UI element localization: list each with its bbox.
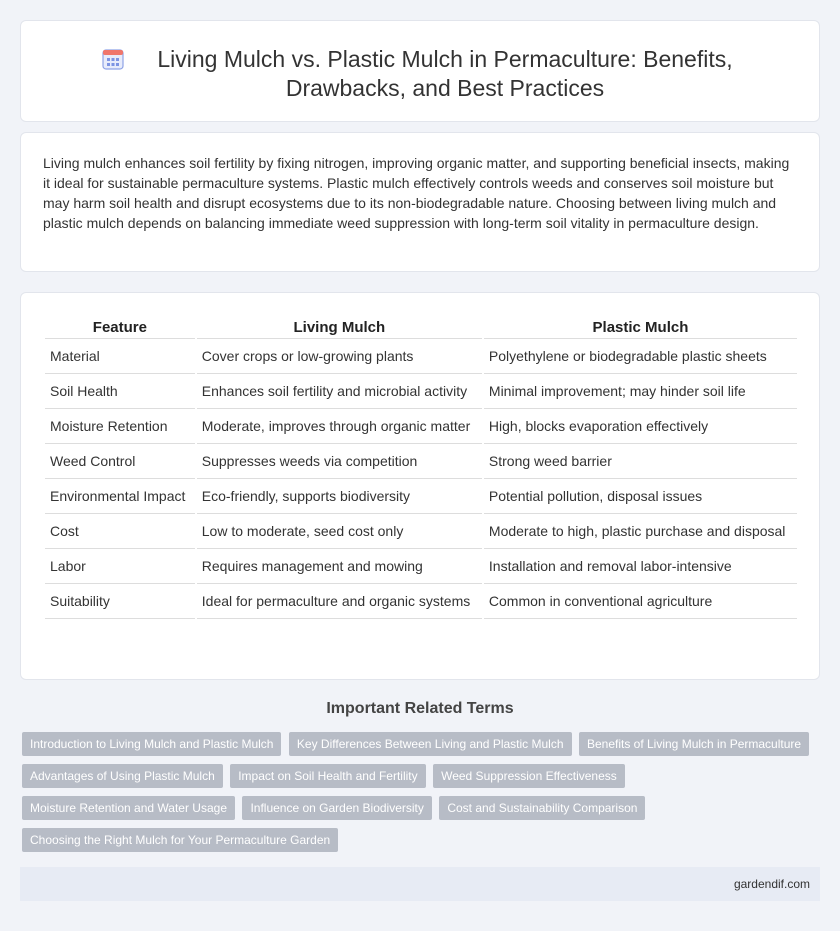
related-term-tag[interactable]: Weed Suppression Effectiveness: [433, 764, 625, 788]
related-term-tag[interactable]: Cost and Sustainability Comparison: [439, 796, 645, 820]
table-cell-feature: Soil Health: [45, 374, 195, 409]
header-card: [20, 20, 820, 122]
table-cell-plastic: High, blocks evaporation effectively: [484, 409, 797, 444]
related-term-tag[interactable]: Benefits of Living Mulch in Permaculture: [579, 732, 809, 756]
table-cell-living: Suppresses weeds via competition: [197, 444, 482, 479]
table-header-feature: Feature: [45, 317, 195, 339]
table-row: [45, 409, 797, 444]
table-row: [45, 549, 797, 584]
related-term-tag[interactable]: Introduction to Living Mulch and Plastic Mulch: [22, 732, 281, 756]
page-title: Living Mulch vs. Plastic Mulch in Permaculture: Benefits, Drawbacks, and Best Practices: [157, 46, 733, 101]
table-row: [45, 514, 797, 549]
table-cell-plastic: Installation and removal labor-intensive: [484, 549, 797, 584]
table-header-living-mulch: Living Mulch: [197, 317, 482, 339]
table-cell-plastic: Potential pollution, disposal issues: [484, 479, 797, 514]
table-cell-plastic: Polyethylene or biodegradable plastic sheets: [484, 339, 797, 374]
summary-text: Living mulch enhances soil fertility by fixing nitrogen, improving organic matter, and supporting beneficial insects, making it ideal for sustainable permaculture systems. Plastic mulch effectively controls weeds and conserves soil moisture but may harm soil health and disrupt ecosystems due to its non-biodegradable nature. Choosing between living mulch and plastic mulch depends on balancing immediate weed suppression with long-term soil vitality in permaculture design.: [43, 155, 790, 231]
table-cell-feature: Labor: [45, 549, 195, 584]
table-row: [45, 374, 797, 409]
footer: [20, 867, 820, 901]
table-cell-living: Moderate, improves through organic matter: [197, 409, 482, 444]
comparison-table: [43, 317, 799, 619]
table-header-row: [45, 317, 797, 339]
table-cell-feature: Suitability: [45, 584, 195, 619]
table-cell-feature: Weed Control: [45, 444, 195, 479]
related-terms-list: [22, 732, 822, 860]
footer-site-name[interactable]: gardendif.com: [733, 877, 810, 891]
table-cell-plastic: Common in conventional agriculture: [484, 584, 797, 619]
table-cell-living: Eco-friendly, supports biodiversity: [197, 479, 482, 514]
table-cell-feature: Moisture Retention: [45, 409, 195, 444]
table-row: [45, 339, 797, 374]
comparison-table-card: [20, 292, 820, 680]
related-term-tag[interactable]: Advantages of Using Plastic Mulch: [22, 764, 223, 788]
table-cell-plastic: Minimal improvement; may hinder soil life: [484, 374, 797, 409]
table-cell-living: Requires management and mowing: [197, 549, 482, 584]
table-row: [45, 444, 797, 479]
table-cell-living: Cover crops or low-growing plants: [197, 339, 482, 374]
table-cell-feature: Environmental Impact: [45, 479, 195, 514]
table-cell-plastic: Strong weed barrier: [484, 444, 797, 479]
related-term-tag[interactable]: Impact on Soil Health and Fertility: [230, 764, 425, 788]
table-cell-living: Ideal for permaculture and organic systems: [197, 584, 482, 619]
table-cell-living: Enhances soil fertility and microbial activity: [197, 374, 482, 409]
summary-card: [20, 132, 820, 272]
table-header-plastic-mulch: Plastic Mulch: [484, 317, 797, 339]
table-cell-feature: Cost: [45, 514, 195, 549]
related-term-tag[interactable]: Choosing the Right Mulch for Your Permaculture Garden: [22, 828, 338, 852]
table-cell-living: Low to moderate, seed cost only: [197, 514, 482, 549]
table-row: [45, 479, 797, 514]
table-cell-plastic: Moderate to high, plastic purchase and disposal: [484, 514, 797, 549]
table-row: [45, 584, 797, 619]
related-term-tag[interactable]: Moisture Retention and Water Usage: [22, 796, 235, 820]
related-terms-title: Important Related Terms: [326, 700, 514, 717]
related-term-tag[interactable]: Influence on Garden Biodiversity: [242, 796, 431, 820]
table-cell-feature: Material: [45, 339, 195, 374]
related-term-tag[interactable]: Key Differences Between Living and Plastic Mulch: [289, 732, 572, 756]
